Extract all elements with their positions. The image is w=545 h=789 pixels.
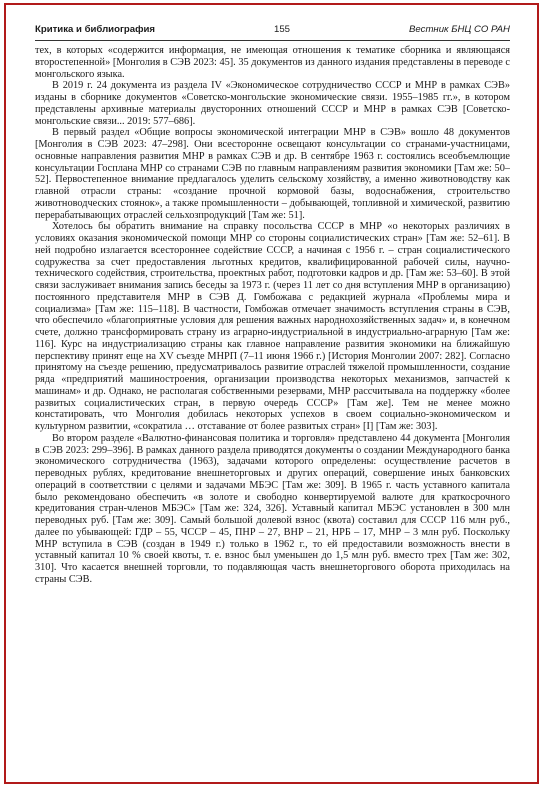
paragraph: Хотелось бы обратить внимание на справку посольства СССР в МНР «о некоторых различиях в условиях оказания экономической помощи МНР со стороны социалистических стран» [Там же: 52–61]. В ней подробно излагается всестороннее содействие СССР, а начиная с 1956 г. – стран социалистического содружества за счет предоставления льготных кредитов, квалифицированной рабочей силы, научно-технического содействия, строительства, проектных работ, подготовки кадров и др. [Там же: 53–60]. В этой связи заслуживает внимания запись беседы за 1973 г. (через 11 лет со дня вступления МНР в организацию) постоянного представителя МНР в СЭВ Д. Гомбожава с редакцией журнала «Проблемы мира и социализма» [Там же: 115–118]. В частности, Гомбожав отмечает значимость вступления страны в СЭВ, что обеспечило «благоприятные условия для решения важных народнохозяйственных задач» и, в конечном счете, должно трансформировать страну из аграрно-индустриальной в индустриально-аграрную [Там же: 116]. Курс на индустриализацию страны как главное направление развития экономики на ближайшую перспективу принят еще на XV съезде МНРП (7–11 июня 1966 г.) [История Монголии 2007: 282]. Согласно принятому на съезде решению, предусматривалось развитие отраслей тяжелой промышленности, создание ряда «предприятий машиностроения, организации производства некоторых механизмов, запчастей к машинам» и др. Однако, не располагая собственными резервами, МНР рассчитывала на поддержку «более развитых социалистических стран, в первую очередь СССР» [Там же]. Тем не менее можно констатировать, что Монголия добилась некоторых успехов в своем социально-экономическом и культурном развитии, «сократила … отставание от более развитых стран» [I] [Там же: 303]. (35, 221, 510, 432)
paragraph: В 2019 г. 24 документа из раздела IV «Экономическое сотрудничество СССР и МНР в рамках СЭВ» изданы в сборнике документов «Советско-монгольские экономические связи. 1955–1985 гг.», в котором представлены архивные материалы двусторонних отношений СССР и МНР в рамках СЭВ [Советско-монгольские связи... 2019: 577–686]. (35, 80, 510, 127)
document-page (35, 24, 510, 772)
paragraph: Во втором разделе «Валютно-финансовая политика и торговля» представлено 44 документа [Монголия в СЭВ 2023: 299–396]. В рамках данного раздела приводятся документы о создании Международного банка экономического сотрудничества (1963), задачами которого определены: осуществление расчетов в переводных рублях, кредитование внешнеторговых и других операций, совершение иных банковских операций в соответствии с целями и задачами МБЭС [Там же: 309]. В 1965 г. часть уставного капитала было рекомендовано обеспечить «в золоте и свободно конвертируемой валюте для краткосрочного кредитования стран-членов МБЭС» [Там же: 324, 326]. Уставный капитал МБЭС установлен в 300 млн переводных руб. [Там же: 309]. Самый большой долевой взнос (квота) составил для СССР 116 млн руб., далее по убывающей: ГДР – 55, ЧССР – 45, ПНР – 27, ВНР – 21, НРБ – 17, МНР – 3 млн руб. Поскольку МНР вступила в СЭВ (создан в 1949 г.) только в 1962 г., то ей предоставили возможность внести в уставный капитал 10 % своей квоты, т. е. взнос был уменьшен до 1,5 млн руб. вместо трех [Там же: 302, 310]. Что касается внешней торговли, то подавляющая часть внешнеторгового оборота приходилась на страны СЭВ. (35, 432, 510, 585)
running-header (35, 24, 510, 41)
paragraph: В первый раздел «Общие вопросы экономической интеграции МНР в СЭВ» вошло 48 документов [Монголия в СЭВ 2023: 47–298]. Они всесторонне освещают консультации со странами-участницами, основные направления развития МНР в рамках СЭВ и др. В сентябре 1963 г. состоялись всеобъемлющие консультации Госплана МНР со странами СЭВ по главным направлениям развития экономики [Там же: 50–52]. Первостепенное внимание предлагалось уделить сельскому хозяйству, а именно животноводству как главной отрасли страны: «создание прочной кормовой базы, водоснабжения, строительство животноводческих стоянок», а также промышленности – добывающей, топливной и химической, развитию перерабатывающих отраслей сельхозпродукций [Там же: 51]. (35, 127, 510, 221)
paragraph: тех, в которых «содержится информация, не имеющая отношения к тематике сборника и являющаяся второстепенной» [Монголия в СЭВ 2023: 45]. 35 документов из данного издания представлены в переводе с монгольского языка. (35, 45, 510, 80)
journal-title: Вестник БНЦ СО РАН (409, 24, 510, 35)
body-text (35, 45, 510, 586)
page-number: 155 (274, 24, 291, 35)
section-title: Критика и библиография (35, 24, 156, 35)
